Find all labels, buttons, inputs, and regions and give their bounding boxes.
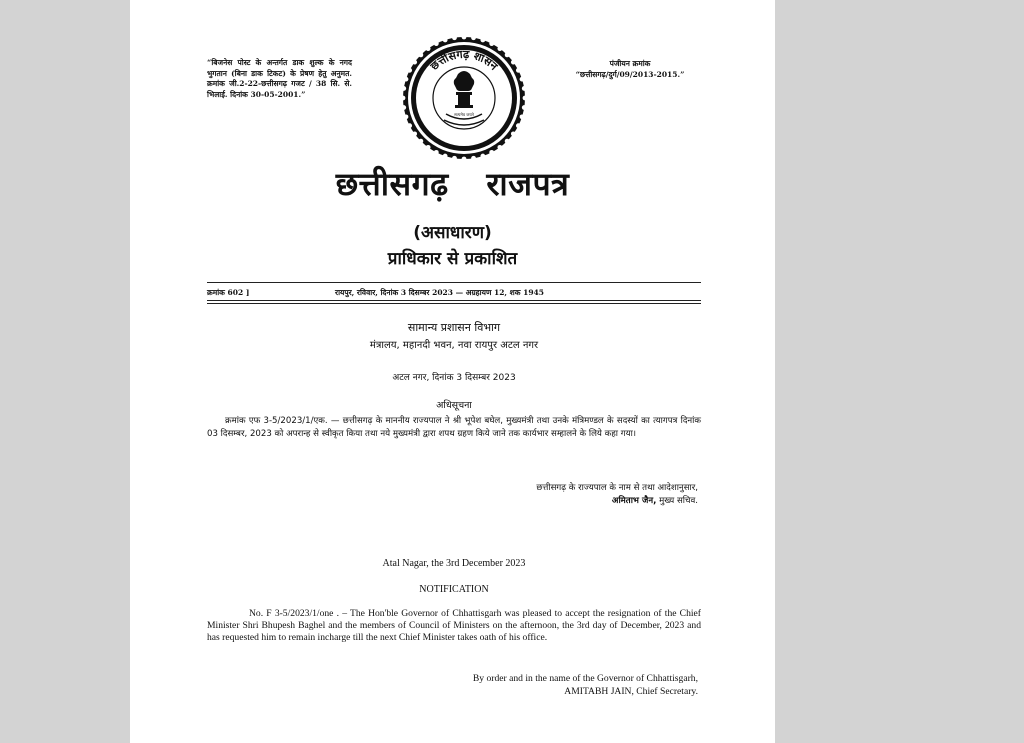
hindi-signature-block [612,494,698,506]
hindi-notification-heading: अधिसूचना [436,400,472,411]
authority-label: प्राधिकार से प्रकाशित [387,249,518,269]
issue-date-line: रायपुर, रविवार, दिनांक 3 दिसम्बर 2023 — अग्रहायण 12, शक 1945 [335,288,544,297]
header-rule-bottom-2 [207,303,701,304]
hindi-notification-date: अटल नगर, दिनांक 3 दिसम्बर 2023 [392,373,516,383]
english-signatory: AMITABH JAIN, Chief Secretary. [564,686,698,697]
hindi-signatory-title: मुख्य सचिव. [659,496,698,506]
english-notification-heading: NOTIFICATION [419,584,489,595]
seal-ring-text: छत्तीसगढ़ शासन [427,47,501,73]
english-signature-order-line: By order and in the name of the Governor of Chhattisgarh, [472,673,698,684]
postal-permit-note: “बिजनेस पोस्ट के अन्तर्गत डाक शुल्क के नगद भुगतान (बिना डाक टिकट) के प्रेषण हेतु अनुमत. क्रमांक जी.2-22-छत्तीसगढ़ गजट / 38 सि. से. भिलाई. दिनांक 30-05-2001.” [207,58,352,99]
edition-label: (असाधारण) [413,223,492,243]
hindi-signatory-name: अमिताभ जैन, [611,496,657,506]
hindi-signature-order-line: छत्तीसगढ़ के राज्यपाल के नाम से तथा आदेशानुसार, [536,483,698,493]
english-notification-date: Atal Nagar, the 3rd December 2023 [382,558,526,569]
english-notification-body: No. F 3-5/2023/1/one . – The Hon'ble Governor of Chhattisgarh was pleased to accept the resignation of the Chief Minister Shri Bhupesh Baghel and the members of Council of Ministers on the afternoon, the 3rd day of December, 2023 and has requested him to remain incharge till the next Chief Minister takes oath of his office. [207,608,701,643]
registration-number: “छत्तीसगढ़/दुर्ग/09/2013-2015.” [575,70,685,79]
header-rule-bottom-1 [207,300,701,301]
state-emblem-seal-icon [400,34,528,162]
registration-block [560,58,700,80]
hindi-notification-body: क्रमांक एफ 3-5/2023/1/एक. — छत्तीसगढ़ के माननीय राज्यपाल ने श्री भूपेश बघेल, मुख्यमंत्री तथा उनके मंत्रिमण्डल के सदस्यों का त्यागपत्र दिनांक 03 दिसम्बर, 2023 को अपरान्ह से स्वीकृत किया तथा नये मुख्यमंत्री द्वारा शपथ ग्रहण किये जाने तक कार्यभार सम्हालने के लिये कहा गया। [207,416,701,439]
seal-motto: सत्यमेव जयते [454,112,474,117]
gazette-page [130,0,775,743]
header-rule-top [207,282,701,283]
gazette-title: छत्तीसगढ़ राजपत्र [335,165,570,203]
department-name: सामान्य प्रशासन विभाग [407,321,501,334]
issue-number: क्रमांक 602 ] [207,288,250,297]
department-address: मंत्रालय, महानदी भवन, नवा रायपुर अटल नगर [369,340,539,351]
registration-label: पंजीयन क्रमांक [609,59,651,68]
